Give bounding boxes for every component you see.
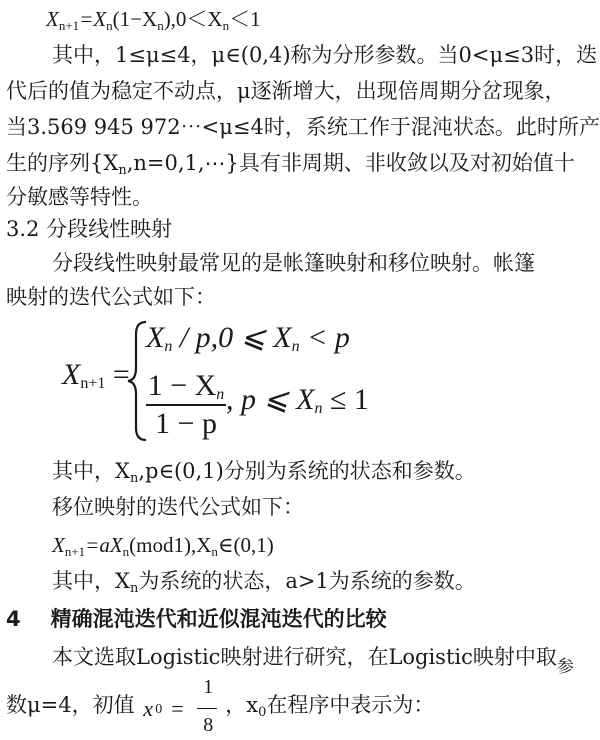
paragraph-line: [52, 642, 574, 677]
case-1: [146, 320, 350, 355]
logistic-equation: [46, 4, 261, 34]
case1-text: / p,0 ⩽ X: [172, 321, 292, 354]
den-text: 1 − p: [155, 407, 217, 440]
text: 参: [556, 657, 574, 677]
text: 在程序中表示为：: [266, 693, 435, 717]
eq-part: ∈(0,1): [217, 533, 274, 557]
paragraph-line: [6, 76, 566, 106]
tent-map-formula: [60, 318, 390, 442]
equals-sign: =: [112, 358, 130, 391]
paragraph-line: [6, 182, 153, 212]
heading-text: 精确混沌迭代和近似混沌迭代的比较: [50, 607, 387, 631]
eq-part: X: [52, 533, 65, 557]
formula-lhs: [62, 358, 130, 392]
fraction-numerator: [146, 370, 226, 406]
eq-sub: n: [211, 544, 218, 559]
text: 其中，1≤μ≤4，μ∈(0,4)称为分形参数。当0<μ≤3时，迭: [52, 43, 598, 67]
case2-sub: n: [314, 400, 323, 417]
eq-sub: n: [157, 18, 164, 33]
num-sub: n: [216, 386, 225, 403]
case-2-fraction: [146, 370, 226, 440]
section-heading-4: [6, 604, 387, 634]
eq-part: =X: [79, 7, 107, 31]
case1-sub: n: [164, 338, 173, 355]
eq-x: X: [46, 7, 59, 31]
paragraph-line: [6, 148, 575, 178]
x0-fraction-expression: x 0 = 1 8: [141, 692, 225, 722]
fraction-denominator: [146, 406, 226, 440]
text: 为系统的状态，a>1为系统的参数。: [138, 569, 476, 593]
heading-text: 3.2 分段线性映射: [6, 217, 173, 241]
case2-text: ≤ 1: [322, 383, 369, 416]
eq-sub: n: [122, 544, 130, 559]
text: 代后的值为稳定不动点，μ逐渐增大，出现倍周期分岔现象，: [6, 79, 566, 103]
left-brace-icon: [126, 320, 148, 442]
case-2-condition: [226, 382, 369, 417]
eq-part: (1−X: [112, 7, 158, 31]
section-heading-3-2: [6, 214, 172, 244]
eq-part: ＜1: [229, 7, 261, 31]
paragraph-line: [52, 566, 476, 596]
case2-text: , p ⩽ X: [226, 383, 315, 416]
case1-var: X: [146, 321, 165, 354]
text: 分段线性映射最常见的是帐篷映射和移位映射。帐篷: [52, 251, 535, 275]
case1-text: < p: [299, 321, 350, 354]
text: 移位映射的迭代公式如下：: [52, 495, 304, 519]
subscript: n: [129, 581, 139, 596]
fraction-bar: [197, 708, 217, 709]
paragraph-line: [6, 112, 600, 142]
fraction-numerator: 1: [203, 675, 214, 698]
num-text: 1 − X: [147, 369, 217, 402]
shift-map-equation: [52, 530, 274, 560]
text: ,n=0,1,⋯}具有非周期、非收敛以及对初始值十: [126, 151, 575, 175]
text: ,p∈(0,1)分别为系统的状态和参数。: [138, 459, 476, 483]
text: 生的序列{X: [6, 151, 119, 175]
text: 数μ=4，初值: [6, 693, 135, 717]
eq-sub: n+1: [64, 544, 86, 559]
text: 其中，X: [52, 459, 130, 483]
text: 映射的迭代公式如下：: [6, 285, 216, 309]
case1-sub: n: [291, 338, 300, 355]
subscript: n: [118, 163, 127, 178]
eq-part: ),0＜X: [163, 7, 223, 31]
x0-var: x: [143, 695, 154, 721]
text: 其中，X: [52, 569, 130, 593]
eq-sub: n: [106, 18, 113, 33]
subscript: 0: [258, 705, 267, 720]
paragraph-line: [52, 492, 304, 522]
paragraph-line: [52, 456, 476, 486]
heading-number: 4: [6, 607, 21, 631]
text: 本文选取Logistic映射进行研究，在Logistic映射中取: [52, 645, 557, 669]
lhs-sub: n+1: [80, 375, 106, 392]
eq-part: (mod1),X: [129, 533, 212, 557]
fraction-denominator: 8: [203, 713, 214, 736]
eq-sub: n+1: [58, 18, 80, 33]
paragraph-line: [6, 675, 435, 736]
eq-part: =aX: [85, 533, 123, 557]
text: 当3.569 945 972⋯<μ≤4时，系统工作于混沌状态。此时所产: [6, 115, 600, 139]
equals-sign: =: [171, 695, 184, 721]
subscript: n: [129, 471, 139, 486]
lhs-var: X: [62, 358, 81, 391]
text: ，x: [225, 693, 259, 717]
paragraph-line: [52, 40, 597, 70]
text: 分敏感等特性。: [6, 185, 153, 209]
paragraph-line: [52, 248, 535, 278]
eq-sub: n: [222, 18, 230, 33]
paragraph-line: [6, 282, 216, 312]
